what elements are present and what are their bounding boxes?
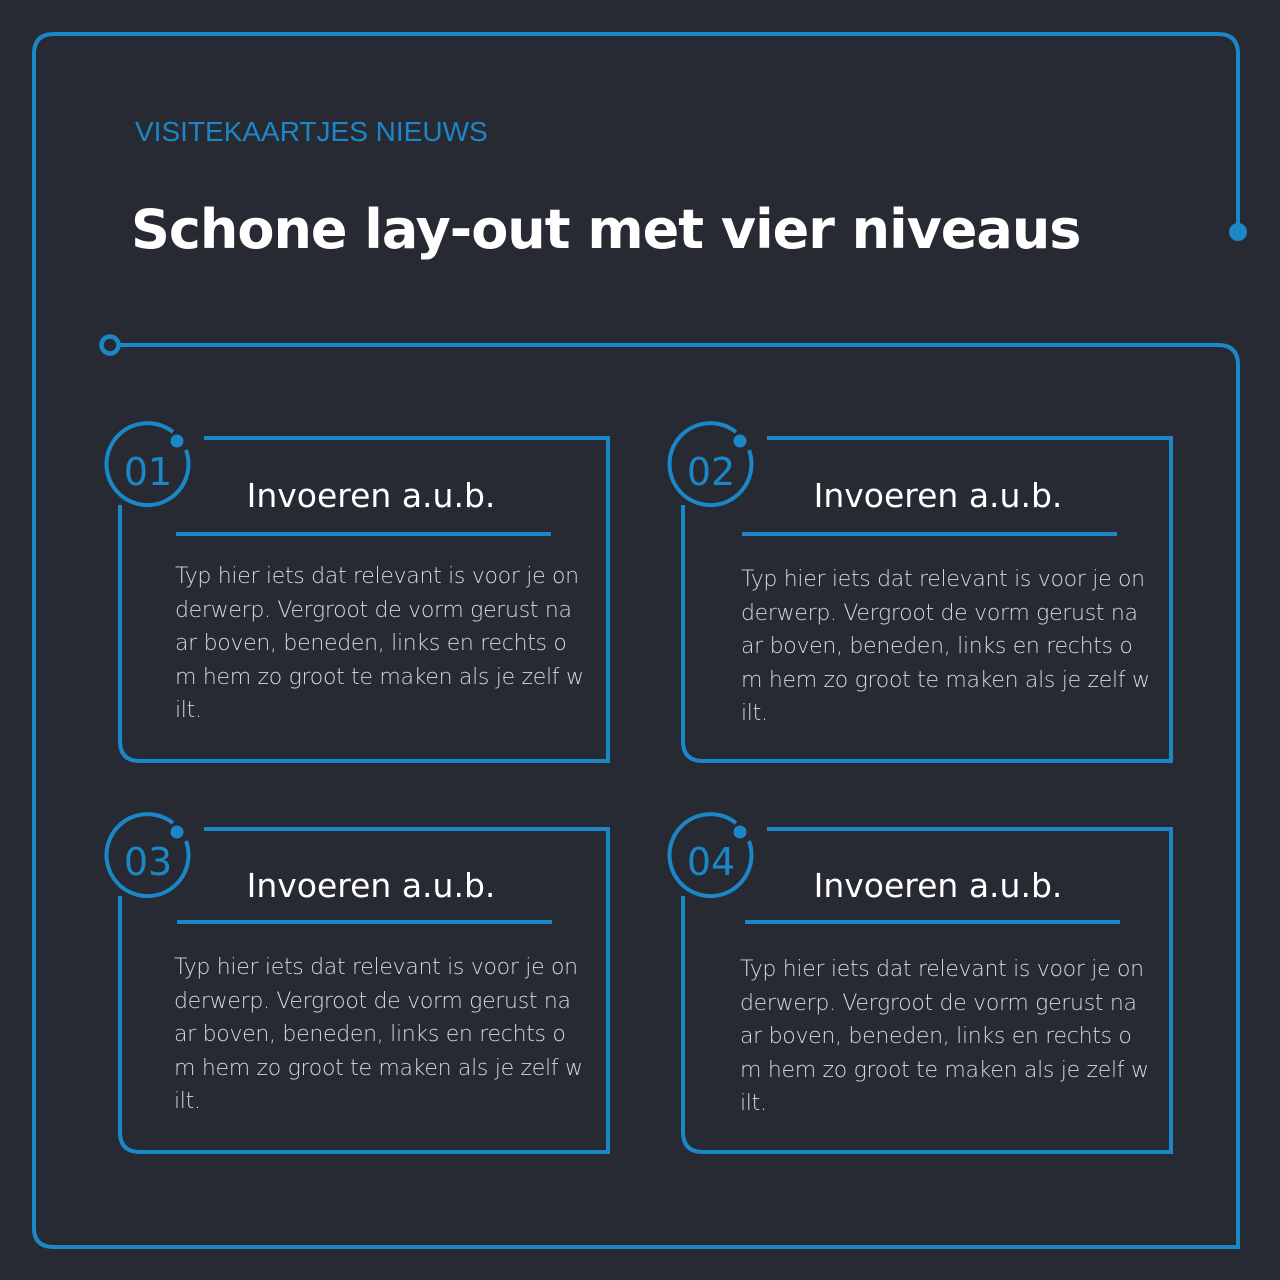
card-number: 03 — [123, 840, 173, 884]
body-line: m hem zo groot te maken als je zelf w — [174, 1055, 583, 1081]
card-3 — [105, 816, 595, 1141]
body-line: ar boven, beneden, links en rechts o — [174, 1022, 566, 1047]
body-line: m hem zo groot te maken als je zelf w — [740, 1057, 1149, 1083]
card-heading: Invoeren a.u.b. — [246, 476, 496, 515]
body-line: derwerp. Vergroot de vorm gerust na — [740, 990, 1137, 1016]
card-2 — [668, 426, 1158, 751]
card-number: 02 — [686, 450, 736, 494]
card-4 — [668, 816, 1158, 1141]
page-title: Schone lay-out met vier niveaus — [131, 198, 1081, 261]
card-body — [740, 953, 1160, 1121]
card-heading: Invoeren a.u.b. — [813, 866, 1063, 905]
card-heading: Invoeren a.u.b. — [813, 476, 1063, 515]
card-body — [741, 563, 1161, 731]
card-1 — [105, 426, 595, 751]
card-number: 04 — [686, 840, 736, 884]
body-line: derwerp. Vergroot de vorm gerust na — [741, 600, 1138, 626]
body-line: Typ hier iets dat relevant is voor je on — [741, 567, 1145, 592]
body-line: Typ hier iets dat relevant is voor je on — [174, 955, 578, 980]
body-line: m hem zo groot te maken als je zelf w — [741, 667, 1150, 693]
body-line: derwerp. Vergroot de vorm gerust na — [175, 597, 572, 623]
connector-ring — [102, 337, 119, 354]
frame-end-dot — [1229, 223, 1247, 241]
body-line: ilt. — [741, 701, 768, 726]
body-line: derwerp. Vergroot de vorm gerust na — [174, 988, 571, 1014]
body-line: ar boven, beneden, links en rechts o — [175, 631, 567, 656]
card-body — [175, 560, 595, 728]
body-line: ar boven, beneden, links en rechts o — [741, 634, 1133, 659]
body-line: m hem zo groot te maken als je zelf w — [175, 664, 584, 690]
card-heading: Invoeren a.u.b. — [246, 866, 496, 905]
body-line: Typ hier iets dat relevant is voor je on — [175, 564, 579, 589]
card-number: 01 — [123, 450, 173, 494]
body-line: ilt. — [740, 1091, 767, 1116]
body-line: ar boven, beneden, links en rechts o — [740, 1024, 1132, 1049]
eyebrow-label: VISITEKAARTJES NIEUWS — [135, 116, 488, 147]
body-line: ilt. — [175, 698, 202, 723]
body-line: ilt. — [174, 1089, 201, 1114]
body-line: Typ hier iets dat relevant is voor je on — [740, 957, 1144, 982]
card-body — [174, 951, 594, 1119]
